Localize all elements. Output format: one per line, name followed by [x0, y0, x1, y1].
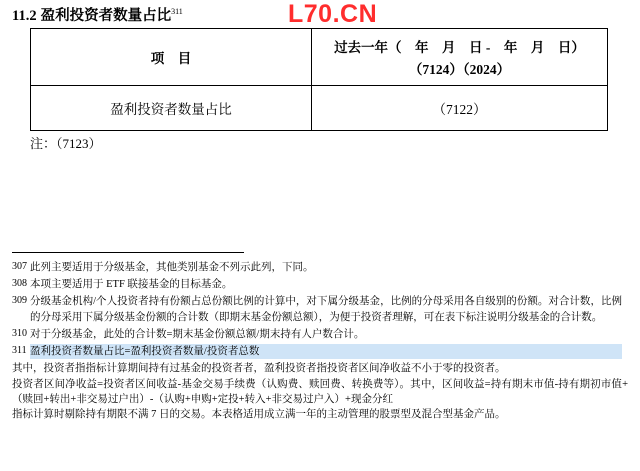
- footnote-text: 此列主要适用于分级基金，其他类别基金不列示此列，下同。: [30, 262, 314, 273]
- footnote-marker: 307: [12, 261, 27, 272]
- section-title: 盈利投资者数量占比: [40, 8, 172, 24]
- footnote-tail-line: 投资者区间净收益=投资者区间收益-基金交易手续费（认购费、赎回费、转换费等）。其中，区间收益=持有期末市值-持有期初市值+（赎回+转出+非交易过户出）-（认购+申购+定投+转入+非交易过户入）+现金分红: [12, 378, 628, 405]
- data-table-wrapper: [30, 28, 608, 131]
- column-header-period-line2: （7124）（2024）: [408, 62, 511, 77]
- footnote-item-highlighted: [12, 344, 628, 359]
- page-title: [12, 4, 183, 25]
- footnote-text: 对于分级基金，此处的合计数=期末基金份额总额/期末持有人户数合计。: [30, 328, 365, 340]
- footnote-text: 分级基金机构/个人投资者持有份额占总份额比例的计算中，对下属分级基金，比例的分母采用各自级别的份额。对合计数，比例的分母采用下属分级基金份额的合计数（即期末基金份额总额），为便于投资者理解，可在表下标注说明分级基金的合计数。: [30, 296, 622, 323]
- footnote-marker: 309: [12, 295, 27, 307]
- row-value-profit-ratio: （7122）: [312, 86, 608, 131]
- footnote-text: 盈利投资者数量占比=盈利投资者数量/投资者总数: [30, 344, 622, 359]
- footnote-tail-line: 指标计算时剔除持有期限不满 7 日的交易。本表格适用成立满一年的主动管理的股票型及混合型基金产品。: [12, 408, 506, 420]
- footnote-tail-line: 其中，投资者指指标计算期间持有过基金的投资者者，盈利投资者指投资者区间净收益不小于零的投资者。: [12, 363, 506, 375]
- footnote-item: [12, 277, 628, 292]
- footnote-divider: [12, 252, 244, 253]
- footnote-ref-311: 311: [171, 7, 183, 17]
- column-header-item: 项 目: [31, 29, 312, 86]
- section-number: 11.2: [12, 8, 37, 24]
- data-table: [30, 28, 608, 131]
- table-header-row: [31, 29, 608, 86]
- footnote-list: [12, 260, 628, 422]
- row-label-profit-ratio: 盈利投资者数量占比: [31, 86, 312, 131]
- footnote-marker: 310: [12, 327, 27, 339]
- watermark-text: L70.CN: [288, 0, 378, 28]
- table-row: [31, 86, 608, 131]
- column-header-period: [312, 29, 608, 86]
- column-header-period-line1: 过去一年（ 年 月 日 - 年 月 日）: [334, 40, 585, 55]
- footnote-item: [12, 294, 628, 324]
- table-note: 注：（7123）: [30, 136, 102, 151]
- footnote-item: [12, 260, 628, 275]
- footnote-item: [12, 327, 628, 342]
- footnote-marker: 308: [12, 278, 27, 290]
- footnote-marker: 311: [12, 345, 27, 357]
- footnote-text: 本项主要适用于 ETF 联接基金的目标基金。: [30, 279, 233, 291]
